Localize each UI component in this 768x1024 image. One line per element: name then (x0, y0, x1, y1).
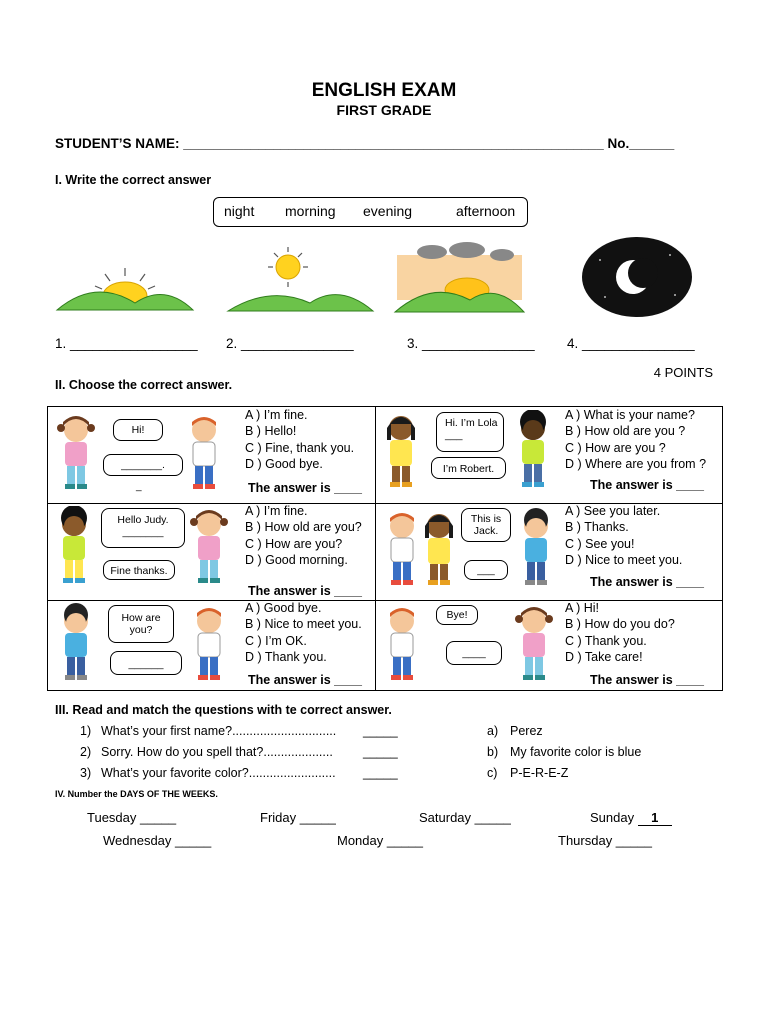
option-d: D ) Where are you from ? (565, 456, 707, 471)
speech-bubble-2: ______ (110, 651, 182, 675)
speech-bubble-1: How are you? (108, 605, 174, 643)
morning-sunrise-picture (55, 248, 195, 313)
option-a: A ) Hi! (565, 601, 600, 615)
option-b: B ) How do you do? (565, 617, 675, 632)
day-sunday[interactable] (590, 810, 672, 826)
speech-bubble-1: Hi! (113, 419, 163, 441)
answer-blank-4[interactable]: 4. _______________ (567, 336, 695, 351)
answer-letter-c: c) (487, 766, 498, 780)
girl-icon (416, 508, 462, 588)
bubble-blank: ___ (445, 429, 463, 441)
answer-letter-b: b) (487, 745, 499, 759)
answer-line[interactable]: The answer is ____ (590, 673, 704, 687)
answer-blank-1[interactable]: 1. _________________ (55, 336, 198, 351)
option-d: D ) Take care! (565, 649, 643, 664)
day-friday[interactable]: Friday _____ (260, 810, 336, 825)
answer-text-c: P-E-R-E-Z (510, 766, 569, 780)
dialogue-grid (47, 406, 723, 691)
option-b: B ) Thanks. (565, 520, 629, 535)
answer-text-b: My favorite color is blue (510, 745, 642, 759)
option-c: C ) See you! (565, 536, 635, 551)
exam-subtitle: FIRST GRADE (336, 102, 432, 118)
day-sunday-answer: 1 (638, 810, 672, 826)
question-blank-3[interactable]: _____ (363, 766, 398, 780)
day-sunday-label: Sunday (590, 810, 635, 825)
student-name-line: STUDENT’S NAME: ________________________________________________________ No.______ (55, 136, 675, 151)
answer-line[interactable]: The answer is ____ (248, 584, 362, 598)
answer-text-a: Perez (510, 724, 543, 738)
dialogue-cell-5 (48, 601, 375, 696)
girl-icon (378, 410, 424, 490)
speech-bubble-2: ___ (464, 560, 508, 580)
speech-bubble-1 (436, 412, 504, 452)
option-c: C ) How are you ? (565, 440, 666, 455)
section4-heading: IV. Number the DAYS OF THE WEEKS. (55, 789, 218, 799)
option-a: A ) I’m fine. (245, 408, 308, 422)
dialogue-cell-1 (48, 407, 375, 502)
dialogue-cell-2 (376, 407, 707, 502)
option-b: B ) Hello! (245, 424, 297, 439)
option-b: B ) How old are you ? (565, 424, 686, 439)
question-num-1: 1) (80, 724, 92, 738)
option-c: C ) Fine, thank you. (245, 440, 355, 455)
speech-bubble-1 (101, 508, 185, 548)
evening-sunset-picture (392, 240, 527, 315)
answer-blank-3[interactable]: 3. _______________ (407, 336, 535, 351)
bubble-blank: _______ (122, 526, 164, 538)
option-d: D ) Good bye. (245, 456, 323, 471)
boy-icon (510, 410, 556, 490)
option-d: D ) Nice to meet you. (565, 552, 683, 567)
day-tuesday[interactable]: Tuesday _____ (87, 810, 177, 825)
boy-icon (181, 412, 227, 492)
question-text-1: What’s your first name?.............................. (101, 724, 337, 738)
answer-line[interactable]: The answer is ____ (590, 575, 704, 589)
speech-bubble-2: I’m Robert. (431, 457, 506, 479)
bubble-text: Hello Judy. (117, 514, 169, 526)
question-num-2: 2) (80, 745, 92, 759)
girl-icon (186, 506, 232, 586)
question-text-3: What’s your favorite color?......................... (101, 766, 336, 780)
day-wednesday[interactable]: Wednesday _____ (103, 833, 212, 848)
section3-heading: III. Read and match the questions with te correct answer. (55, 703, 392, 717)
stray-mark: _ (136, 481, 142, 492)
day-thursday[interactable]: Thursday _____ (558, 833, 652, 848)
option-c: C ) How are you? (245, 536, 343, 551)
speech-bubble-1: This is Jack. (461, 508, 511, 542)
option-d: D ) Thank you. (245, 649, 327, 664)
bubble-text: Hi. I’m Lola (445, 417, 498, 429)
day-monday[interactable]: Monday _____ (337, 833, 424, 848)
answer-line[interactable]: The answer is ____ (248, 673, 362, 687)
question-blank-1[interactable]: _____ (363, 724, 398, 738)
boy-icon (186, 603, 232, 683)
question-num-3: 3) (80, 766, 92, 780)
option-a: A ) I’m fine. (245, 504, 308, 518)
boy-icon (51, 506, 97, 586)
option-a: A ) What is your name? (565, 408, 695, 422)
girl-icon (511, 603, 557, 683)
option-d: D ) Good morning. (245, 552, 348, 567)
answer-line[interactable]: The answer is ____ (590, 478, 704, 492)
word-morning: morning (285, 203, 336, 219)
question-blank-2[interactable]: _____ (363, 745, 398, 759)
option-b: B ) Nice to meet you. (245, 617, 362, 632)
question-text-2: Sorry. How do you spell that?.................... (101, 745, 333, 759)
boy-icon (513, 508, 559, 588)
exam-title: ENGLISH EXAM (311, 80, 457, 101)
answer-letter-a: a) (487, 724, 499, 738)
section1-heading: I. Write the correct answer (55, 173, 212, 187)
day-saturday[interactable]: Saturday _____ (419, 810, 511, 825)
dialogue-cell-4 (376, 504, 703, 599)
speech-bubble-2: ____ (446, 641, 502, 665)
answer-line[interactable]: The answer is ____ (248, 481, 362, 495)
option-c: C ) Thank you. (565, 633, 647, 648)
word-afternoon: afternoon (456, 203, 516, 219)
option-a: A ) See you later. (565, 504, 661, 518)
boy-icon (53, 603, 99, 683)
answer-blank-2[interactable]: 2. _______________ (226, 336, 354, 351)
section2-heading: II. Choose the correct answer. (55, 378, 233, 392)
midday-sun-picture (225, 245, 375, 315)
option-c: C ) I’m OK. (245, 633, 307, 648)
girl-icon (53, 412, 99, 492)
dialogue-cell-3 (48, 504, 375, 599)
word-evening: evening (363, 203, 413, 219)
night-moon-picture (580, 235, 695, 320)
option-a: A ) Good bye. (245, 601, 322, 615)
speech-bubble-2: _______. (103, 454, 183, 476)
boy-icon (379, 603, 425, 683)
word-night: night (224, 203, 255, 219)
speech-bubble-1: Bye! (436, 605, 478, 625)
points-label: 4 POINTS (653, 365, 713, 380)
dialogue-cell-6 (376, 601, 703, 696)
option-b: B ) How old are you? (245, 520, 362, 535)
speech-bubble-2: Fine thanks. (103, 560, 175, 580)
